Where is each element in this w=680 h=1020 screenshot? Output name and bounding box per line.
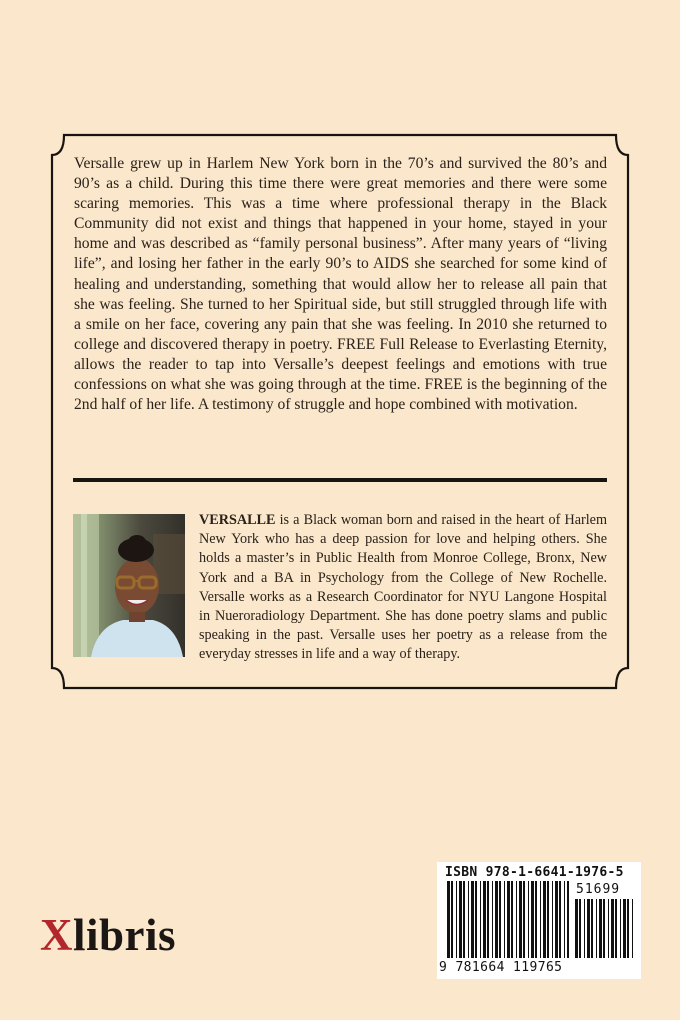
author-bio [199,511,607,665]
publisher-logo [40,905,176,965]
barcode-digits: 9 781664 119765 [439,960,563,975]
section-divider [73,478,607,482]
publisher-logo-rest: libris [73,910,177,960]
isbn-label: ISBN 978-1-6641-1976-5 [445,865,624,880]
author-bio-text: is a Black woman born and raised in the heart of Harlem New York who has a deep passion for love and helping others. She holds a master’s in Public Health from Monroe College, Bronx, New York and a BA in Psychology from the College of New Rochelle. Versalle works as a Research Coordinator for NYU Langone Hospital in Nueroradiology Department. She has done poetry slams and public speaking in the past. Versalle uses her poetry as a release from the everyday stresses in life and a way of therapy. [199,512,607,663]
author-photo [73,514,185,657]
price-code: 51699 [576,882,621,897]
isbn-barcode [437,862,641,979]
publisher-logo-x: X [40,910,73,960]
author-name: VERSALLE [199,512,276,528]
back-cover-blurb: Versalle grew up in Harlem New York born in the 70’s and survived the 80’s and 90’s as a child. During this time there were great memories and there were some scaring memories. This was a time where professional therapy in the Black Community did not exist and things that happened in your home, stayed in your home and was described as “family personal business”. After many years of “living life”, and losing her father in the early 90’s to AIDS she searched for some kind of healing and understanding, something that would allow her to release all pain that she was feeling. She turned to her Spiritual side, but still struggled through life with a smile on her face, covering any pain that she was feeling. In 2010 she returned to college and discovered therapy in poetry. FREE Full Release to Everlasting Eternity, allows the reader to tap into Versalle’s deepest feelings and emotions with true confessions on what she was going through at the time. FREE is the beginning of the 2nd half of her life. A testimony of struggle and hope combined with motivation. [74,155,607,414]
